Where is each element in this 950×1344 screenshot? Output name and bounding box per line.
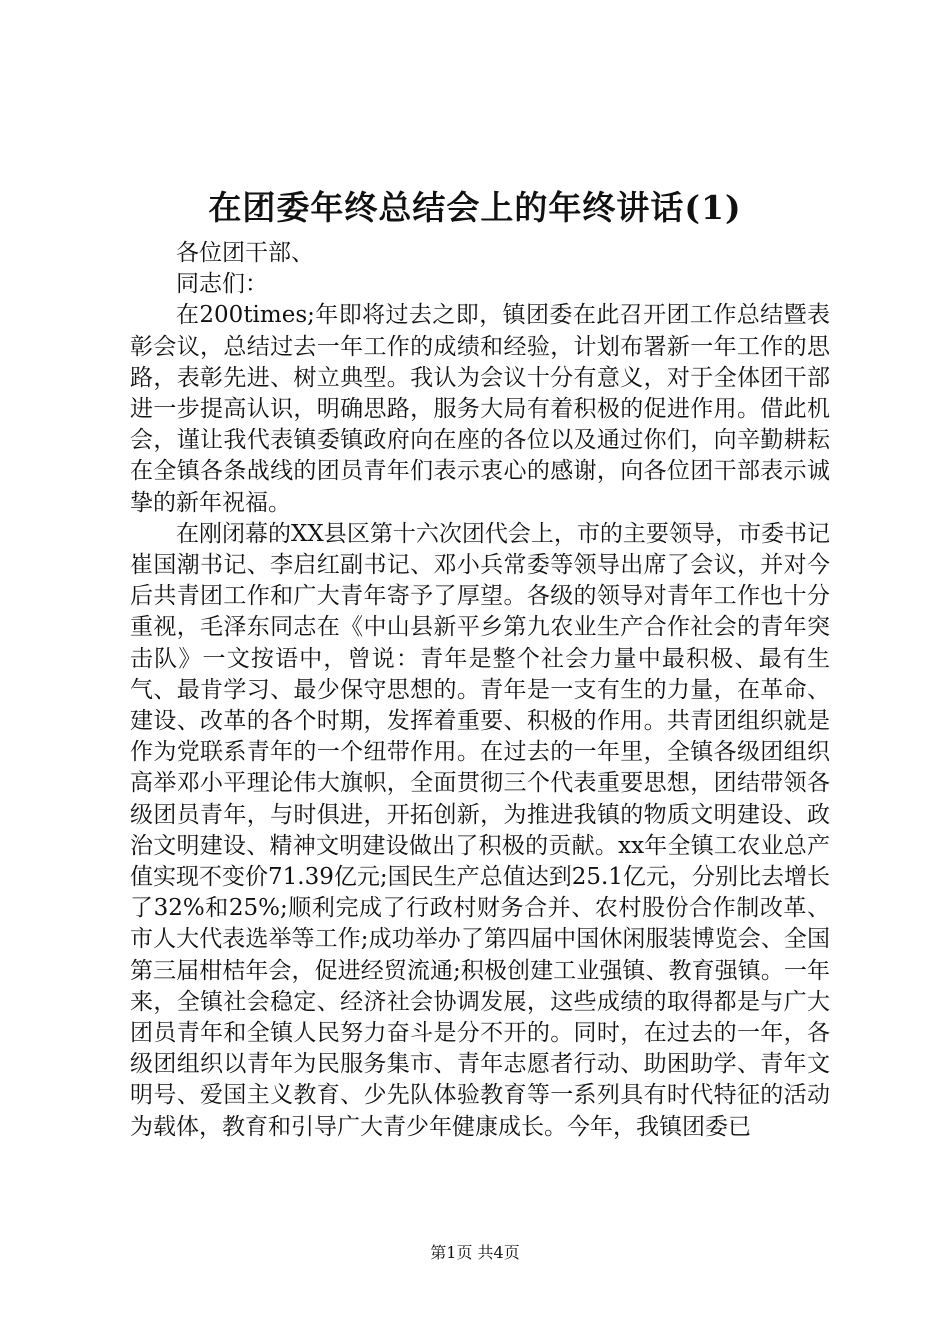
greeting-line-1: 各位团干部、 [176, 240, 314, 266]
paragraph-achievements: 在刚闭幕的XX县区第十六次团代会上，市的主要领导，市委书记崔国潮书记、李启红副书记、邓小兵常委等领导出席了会议，并对今后共青团工作和广大青年寄予了厚望。各级的领导对青年工作也十分重视，毛泽东同志在《中山县新平乡第九农业生产合作社会的青年突击队》一文按语中，曾说：青年是整个社会力量中最积极、最有生气、最肯学习、最少保守思想的。青年是一支有生的力量，在革命、建设、改革的各个时期，发挥着重要、积极的作用。共青团组织就是作为党联系青年的一个纽带作用。在过去的一年里，全镇各级团组织高举邓小平理论伟大旗帜，全面贯彻三个代表重要思想，团结带领各级团员青年，与时俱进，开拓创新，为推进我镇的物质文明建设、政治文明建设、精神文明建设做出了积极的贡献。xx年全镇工农业总产值实现不变价71.39亿元;国民生产总值达到25.1亿元，分别比去增长了32%和25%;顺利完成了行政村财务合并、农村股份合作制改革、市人大代表选举等工作;成功举办了第四届中国休闲服装博览会、全国第三届柑桔年会，促进经贸流通;积极创建工业强镇、教育强镇。一年来，全镇社会稳定、经济社会协调发展，这些成绩的取得都是与广大团员青年和全镇人民努力奋斗是分不开的。同时，在过去的一年，各级团组织以青年为民服务集市、青年志愿者行动、助困助学、青年文明号、爱国主义教育、少先队体验教育等一系列具有时代特征的活动为载体，教育和引导广大青少年健康成长。今年，我镇团委已 [130, 520, 830, 1140]
page-footer: 第1页 共4页 [430, 1243, 520, 1262]
document-body [130, 238, 830, 1143]
greeting-line-2: 同志们： [176, 271, 268, 298]
paragraph-opening: 在200times;年即将过去之即，镇团委在此召开团工作总结暨表彰会议，总结过去一年工作的成绩和经验，计划布署新一年工作的思路，表彰先进、树立典型。我认为会议十分有意义，对于全体团干部进一步提高认识，明确思路，服务大局有着积极的促进作用。借此机会，谨让我代表镇委镇政府向在座的各位以及通过你们，向辛勤耕耘在全镇各条战线的团员青年们表示衷心的感谢，向各位团干部表示诚挚的新年祝福。 [130, 302, 830, 516]
document-title: 在团委年终总结会上的年终讲话(1) [208, 188, 742, 227]
